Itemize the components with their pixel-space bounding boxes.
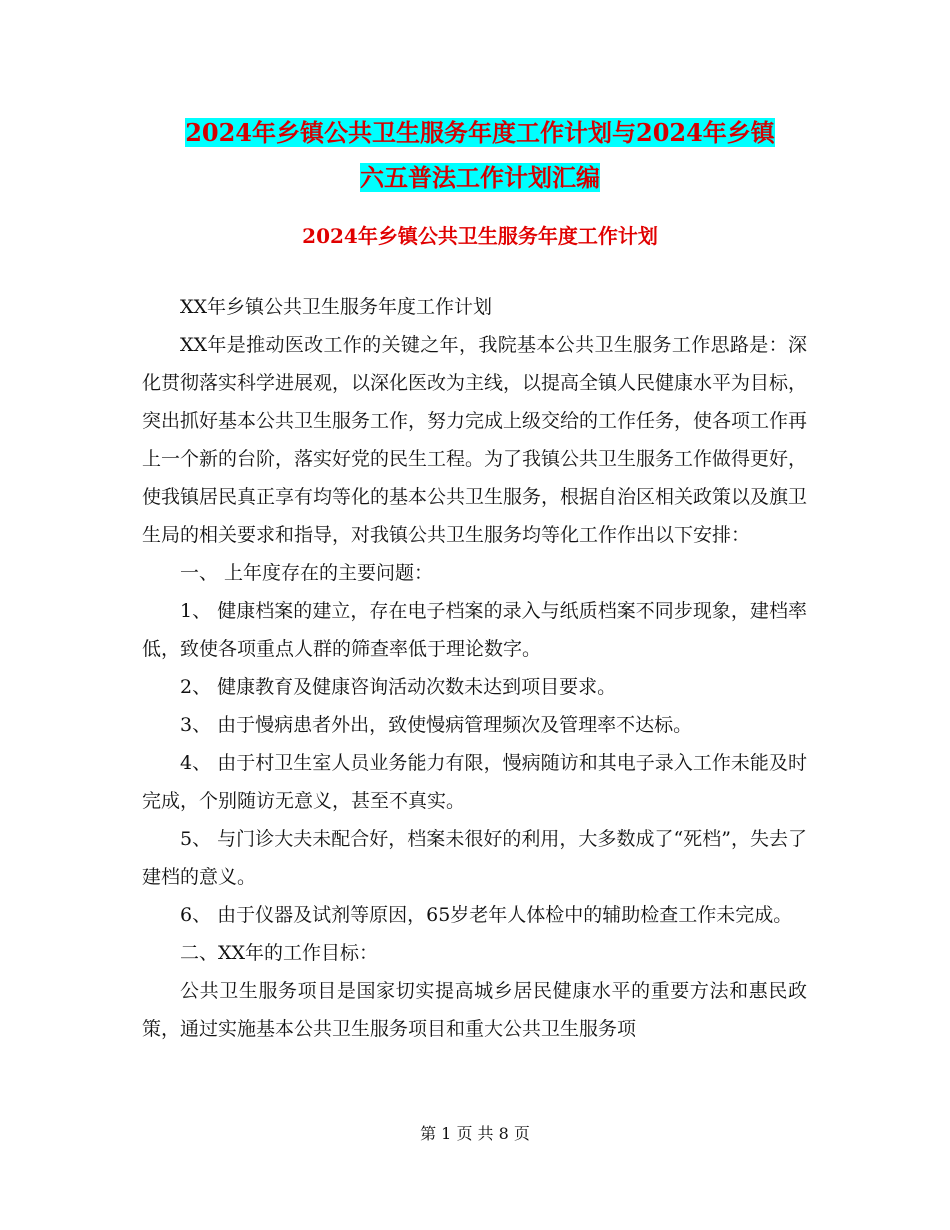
paragraph: 1、 健康档案的建立，存在电子档案的录入与纸质档案不同步现象，建档率低，致使各项重点人群的筛查率低于理论数字。 [142,600,807,660]
paragraph: 二、XX年的工作目标： [180,942,379,964]
paragraph: 4、 由于村卫生室人员业务能力有限，慢病随访和其电子录入工作未能及时完成，个别随访无意义，甚至不真实。 [142,752,807,812]
main-title-line1: 2024年乡镇公共卫生服务年度工作计划与2024年乡镇 [185,118,775,147]
document-main-title [140,110,820,200]
document-body [142,288,807,1048]
paragraph: 5、 与门诊大夫未配合好，档案未很好的利用，大多数成了“死档”，失去了建档的意义。 [142,828,807,888]
main-title-line2: 六五普法工作计划汇编 [360,163,600,192]
paragraph: 6、 由于仪器及试剂等原因，65岁老年人体检中的辅助检查工作未完成。 [180,904,793,926]
page-footer: 第 1 页 共 8 页 [420,1124,530,1143]
paragraph: XX年是推动医改工作的关键之年，我院基本公共卫生服务工作思路是：深化贯彻落实科学进展观，以深化医改为主线，以提高全镇人民健康水平为目标，突出抓好基本公共卫生服务工作，努力完成上级交给的工作任务，使各项工作再上一个新的台阶，落实好党的民生工程。为了我镇公共卫生服务工作做得更好，使我镇居民真正享有均等化的基本公共卫生服务，根据自治区相关政策以及旗卫生局的相关要求和指导，对我镇公共卫生服务均等化工作作出以下安排： [142,334,808,546]
paragraph: 公共卫生服务项目是国家切实提高城乡居民健康水平的重要方法和惠民政策，通过实施基本公共卫生服务项目和重大公共卫生服务项 [142,980,807,1040]
paragraph: 3、 由于慢病患者外出，致使慢病管理频次及管理率不达标。 [180,714,693,736]
paragraph: XX年乡镇公共卫生服务年度工作计划 [180,296,493,318]
paragraph: 一、 上年度存在的主要问题： [180,562,434,584]
section-title: 2024年乡镇公共卫生服务年度工作计划 [302,224,658,248]
paragraph: 2、 健康教育及健康咨询活动次数未达到项目要求。 [180,676,617,698]
